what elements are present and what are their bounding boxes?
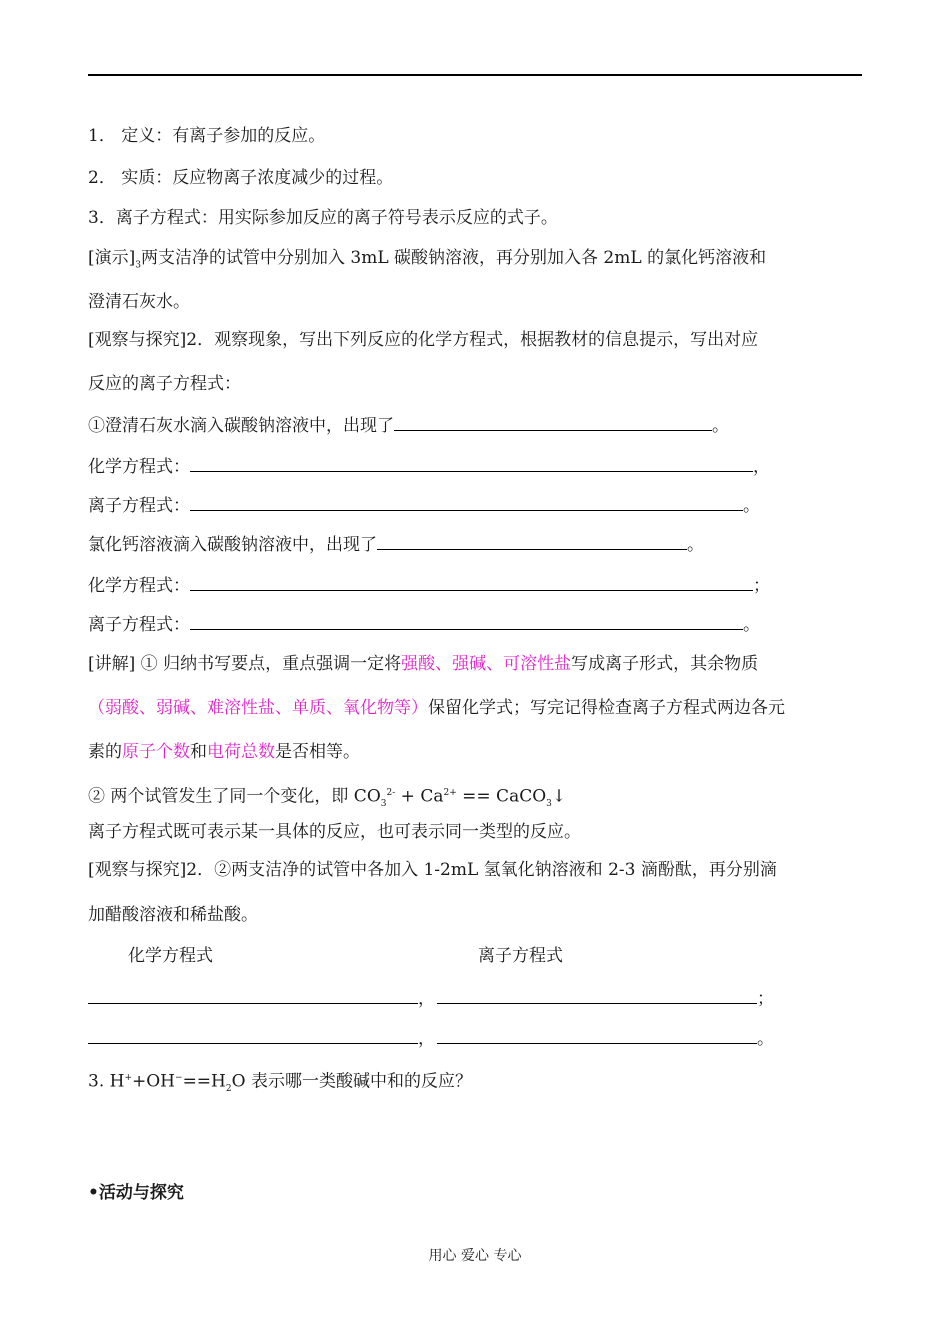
chem-eq-row-1: 化学方程式： ， xyxy=(88,454,770,479)
question-1-text: ①澄清石灰水滴入碳酸钠溶液中，出现了 xyxy=(88,416,394,436)
explain-line-1: [讲解] ① 归纳书写要点，重点强调一定将强酸、强碱、可溶性盐写成离子形式，其余物质 xyxy=(88,654,759,674)
question-1: ①澄清石灰水滴入碳酸钠溶液中，出现了 。 xyxy=(88,413,729,438)
table-row-2: ， 。 xyxy=(88,1026,774,1051)
question-3: 3. $H^++OH^-==H_2O$ 表示哪一类酸碱中和的反应？ xyxy=(88,1071,472,1095)
question-2: 氯化钙溶液滴入碳酸钠溶液中，出现了 。 xyxy=(88,532,704,557)
column-chem-eq: 化学方程式 xyxy=(128,946,213,966)
reaction-line: ② 两个试管发生了同一个变化，即 $CO_3^{2-} + Ca^{2+}$ == CaCO$_3$↓ xyxy=(88,786,567,810)
observe-2-line: [观察与探究]2．②两支洁净的试管中各加入 1-2mL 氢氧化钠溶液和 2-3 滴酚酞，再分别滴 xyxy=(88,860,777,880)
chem-eq-row-2: 化学方程式： ； xyxy=(88,573,770,598)
demo-line xyxy=(88,246,766,277)
ion-eq-row-2: 离子方程式： 。 xyxy=(88,612,760,637)
answer-blank-1[interactable] xyxy=(394,413,712,431)
explain-line-2: （弱酸、弱碱、难溶性盐、单质、氧化物等）保留化学式；写完记得检查离子方程式两边各元 xyxy=(88,698,785,718)
observe-line: [观察与探究]2．观察现象，写出下列反应的化学方程式，根据教材的信息提示，写出对应 xyxy=(88,330,759,350)
chem-eq-blank-1[interactable] xyxy=(190,454,753,472)
chem-eq-blank-3[interactable] xyxy=(88,986,418,1004)
demo-line-2: 澄清石灰水。 xyxy=(88,292,190,312)
ionic-equation-line: 3．离子方程式：用实际参加反应的离子符号表示反应的式子。 xyxy=(88,208,558,228)
table-row-1: ， ； xyxy=(88,986,774,1011)
ion-eq-label: 离子方程式： xyxy=(88,496,190,516)
section-heading: •活动与探究 xyxy=(88,1183,184,1203)
answer-blank-2[interactable] xyxy=(377,532,687,550)
observe-line-2: 反应的离子方程式： xyxy=(88,374,241,394)
column-ion-eq: 离子方程式 xyxy=(478,946,563,966)
chem-eq-blank-4[interactable] xyxy=(88,1026,418,1044)
highlight-atoms: 原子个数 xyxy=(122,742,190,762)
chem-eq-blank-2[interactable] xyxy=(190,573,753,591)
highlight-charge: 电荷总数 xyxy=(207,742,275,762)
ion-eq-label: 离子方程式： xyxy=(88,615,190,635)
header-rule xyxy=(88,74,862,76)
essence-line: 2． 实质：反应物离子浓度减少的过程。 xyxy=(88,168,394,188)
chem-eq-label: 化学方程式： xyxy=(88,576,190,596)
ion-eq-row-1: 离子方程式： 。 xyxy=(88,493,760,518)
explain-line-3: 素的原子个数和电荷总数是否相等。 xyxy=(88,742,360,762)
ion-eq-blank-4[interactable] xyxy=(437,1026,757,1044)
ion-eq-blank-3[interactable] xyxy=(437,986,757,1004)
chem-eq-label: 化学方程式： xyxy=(88,457,190,477)
demo-number: 3 xyxy=(135,260,141,271)
page-footer: 用心 爱心 专心 xyxy=(428,1248,522,1264)
demo-label: [演示] xyxy=(88,248,136,268)
general-line: 离子方程式既可表示某一具体的反应，也可表示同一类型的反应。 xyxy=(88,822,581,842)
observe-2-line-2: 加醋酸溶液和稀盐酸。 xyxy=(88,905,258,925)
ion-eq-blank-1[interactable] xyxy=(190,493,743,511)
highlight-strong: 强酸、强碱、可溶性盐 xyxy=(401,654,572,674)
ion-eq-blank-2[interactable] xyxy=(190,612,743,630)
definition-line: 1． 定义：有离子参加的反应。 xyxy=(88,126,326,146)
highlight-weak: （弱酸、弱碱、难溶性盐、单质、氧化物等） xyxy=(88,698,428,718)
precipitate-arrow-icon: ↓ xyxy=(551,786,567,807)
question-2-text: 氯化钙溶液滴入碳酸钠溶液中，出现了 xyxy=(88,535,377,555)
demo-text: 两支洁净的试管中分别加入 3mL 碳酸钠溶液，再分别加入各 2mL 的氯化钙溶液和 xyxy=(141,248,767,268)
